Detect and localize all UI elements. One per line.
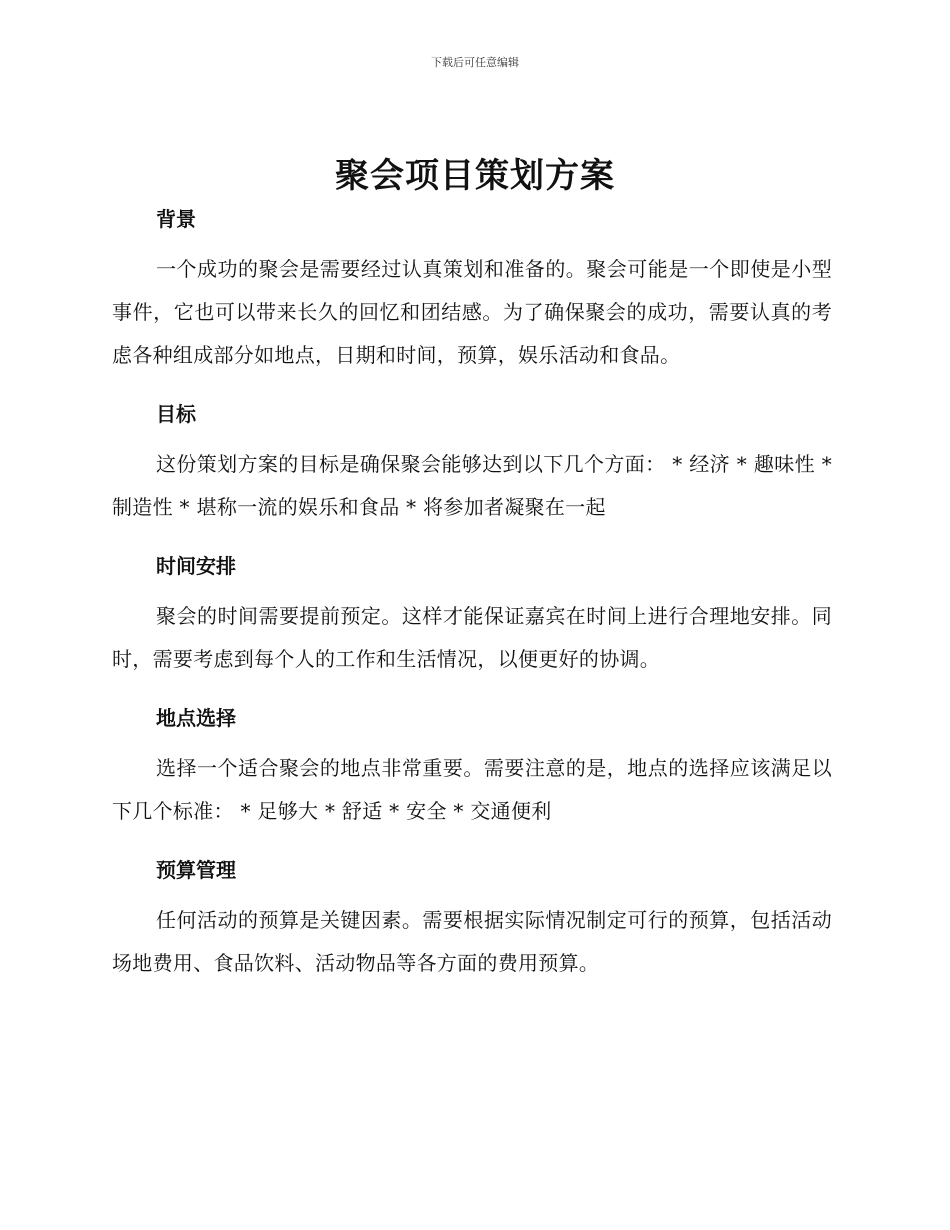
section-heading: 时间安排 <box>156 554 236 578</box>
document-title: 聚会项目策划方案 <box>335 156 615 196</box>
section-background <box>112 204 832 377</box>
section-schedule <box>112 551 832 681</box>
section-body: 选择一个适合聚会的地点非常重要。需要注意的是，地点的选择应该满足以下几个标准： * 足够大 * 舒适 * 安全 * 交通便利 <box>112 756 832 823</box>
section-body: 聚会的时间需要提前预定。这样才能保证嘉宾在时间上进行合理地安排。同时，需要考虑到每个人的工作和生活情况，以便更好的协调。 <box>112 604 832 671</box>
section-heading: 地点选择 <box>156 706 236 730</box>
section-budget <box>112 855 832 985</box>
section-heading: 目标 <box>156 402 196 426</box>
document-content <box>112 204 832 1007</box>
section-body: 这份策划方案的目标是确保聚会能够达到以下几个方面： * 经济 * 趣味性 * 制造性 * 堪称一流的娱乐和食品 * 将参加者凝聚在一起 <box>112 452 832 519</box>
section-heading: 背景 <box>156 207 196 231</box>
section-body: 任何活动的预算是关键因素。需要根据实际情况制定可行的预算，包括活动场地费用、食品饮料、活动物品等各方面的费用预算。 <box>112 908 832 975</box>
section-heading: 预算管理 <box>156 858 236 882</box>
section-venue <box>112 703 832 833</box>
section-body: 一个成功的聚会是需要经过认真策划和准备的。聚会可能是一个即使是小型事件，它也可以带来长久的回忆和团结感。为了确保聚会的成功，需要认真的考虑各种组成部分如地点，日期和时间，预算，娱乐活动和食品。 <box>112 257 832 367</box>
section-goals <box>112 399 832 529</box>
header-note: 下载后可任意编辑 <box>431 56 519 69</box>
